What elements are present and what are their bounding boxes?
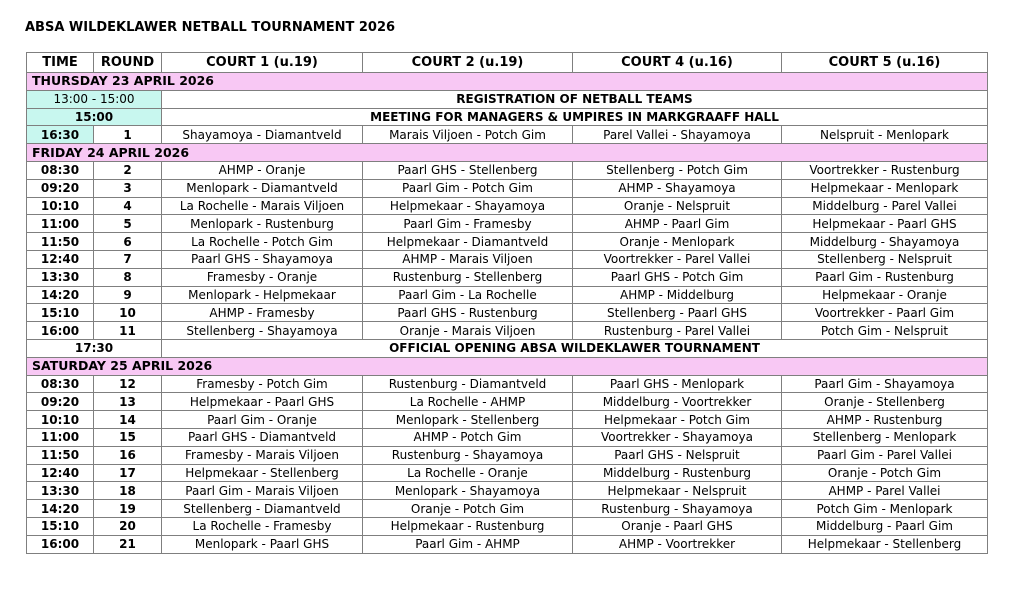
- match-round: 15: [94, 428, 162, 446]
- match-court-5: Voortrekker - Paarl Gim: [782, 304, 988, 322]
- match-court-2: Paarl Gim - Potch Gim: [363, 179, 573, 197]
- match-round: 9: [94, 286, 162, 304]
- day-row-thursday: [27, 73, 988, 91]
- match-court-1: AHMP - Framesby: [162, 304, 363, 322]
- table-row: [27, 322, 988, 340]
- table-row: [27, 482, 988, 500]
- event-text: OFFICIAL OPENING ABSA WILDEKLAWER TOURNAMENT: [162, 339, 988, 357]
- match-court-4: Stellenberg - Potch Gim: [573, 161, 782, 179]
- match-court-5: Nelspruit - Menlopark: [782, 126, 988, 144]
- match-round: 4: [94, 197, 162, 215]
- match-round: 20: [94, 517, 162, 535]
- match-court-4: AHMP - Voortrekker: [573, 535, 782, 553]
- match-court-5: Helpmekaar - Oranje: [782, 286, 988, 304]
- match-court-4: Oranje - Nelspruit: [573, 197, 782, 215]
- day-label: FRIDAY 24 APRIL 2026: [27, 144, 988, 162]
- table-row: [27, 268, 988, 286]
- table-row: [27, 500, 988, 518]
- match-time: 10:10: [27, 411, 94, 429]
- match-round: 8: [94, 268, 162, 286]
- match-time: 15:10: [27, 517, 94, 535]
- match-court-5: Stellenberg - Nelspruit: [782, 250, 988, 268]
- event-time: 15:00: [27, 108, 162, 126]
- match-court-5: Helpmekaar - Menlopark: [782, 179, 988, 197]
- event-text: REGISTRATION OF NETBALL TEAMS: [162, 90, 988, 108]
- header-court-1: COURT 1 (u.19): [162, 53, 363, 73]
- match-time: 12:40: [27, 464, 94, 482]
- match-round: 11: [94, 322, 162, 340]
- match-court-5: Potch Gim - Nelspruit: [782, 322, 988, 340]
- match-court-4: Paarl GHS - Nelspruit: [573, 446, 782, 464]
- match-time: 10:10: [27, 197, 94, 215]
- match-time: 09:20: [27, 179, 94, 197]
- event-row-opening: [27, 339, 988, 357]
- match-court-2: Paarl Gim - La Rochelle: [363, 286, 573, 304]
- table-row: [27, 375, 988, 393]
- header-round: ROUND: [94, 53, 162, 73]
- match-time: 08:30: [27, 375, 94, 393]
- match-round: 19: [94, 500, 162, 518]
- match-court-2: La Rochelle - Oranje: [363, 464, 573, 482]
- match-court-1: Paarl Gim - Marais Viljoen: [162, 482, 363, 500]
- table-row: [27, 250, 988, 268]
- match-court-2: Paarl GHS - Stellenberg: [363, 161, 573, 179]
- match-court-5: Helpmekaar - Stellenberg: [782, 535, 988, 553]
- match-court-2: Oranje - Potch Gim: [363, 500, 573, 518]
- match-court-4: Oranje - Paarl GHS: [573, 517, 782, 535]
- match-court-4: Paarl GHS - Potch Gim: [573, 268, 782, 286]
- match-time: 16:00: [27, 322, 94, 340]
- match-round: 6: [94, 233, 162, 251]
- match-court-2: Marais Viljoen - Potch Gim: [363, 126, 573, 144]
- match-court-5: Potch Gim - Menlopark: [782, 500, 988, 518]
- match-court-2: Helpmekaar - Shayamoya: [363, 197, 573, 215]
- match-court-1: Helpmekaar - Paarl GHS: [162, 393, 363, 411]
- table-row: [27, 197, 988, 215]
- match-time: 11:50: [27, 233, 94, 251]
- match-court-5: AHMP - Parel Vallei: [782, 482, 988, 500]
- match-round: 3: [94, 179, 162, 197]
- match-court-5: AHMP - Rustenburg: [782, 411, 988, 429]
- match-court-1: Framesby - Potch Gim: [162, 375, 363, 393]
- header-court-4: COURT 4 (u.16): [573, 53, 782, 73]
- match-court-1: Framesby - Oranje: [162, 268, 363, 286]
- match-round: 1: [94, 126, 162, 144]
- match-round: 21: [94, 535, 162, 553]
- match-court-5: Oranje - Potch Gim: [782, 464, 988, 482]
- header-court-2: COURT 2 (u.19): [363, 53, 573, 73]
- match-time: 11:50: [27, 446, 94, 464]
- event-time: 13:00 - 15:00: [27, 90, 162, 108]
- match-time: 14:20: [27, 286, 94, 304]
- match-time: 13:30: [27, 268, 94, 286]
- schedule-table: [26, 52, 988, 554]
- match-court-4: Stellenberg - Paarl GHS: [573, 304, 782, 322]
- table-row: [27, 215, 988, 233]
- day-row-friday: [27, 144, 988, 162]
- match-time: 11:00: [27, 215, 94, 233]
- match-court-2: Paarl GHS - Rustenburg: [363, 304, 573, 322]
- match-court-4: Rustenburg - Shayamoya: [573, 500, 782, 518]
- match-court-2: Paarl Gim - Framesby: [363, 215, 573, 233]
- match-round: 12: [94, 375, 162, 393]
- match-court-1: Framesby - Marais Viljoen: [162, 446, 363, 464]
- match-court-1: La Rochelle - Framesby: [162, 517, 363, 535]
- match-court-4: Helpmekaar - Potch Gim: [573, 411, 782, 429]
- match-round: 13: [94, 393, 162, 411]
- table-row: [27, 179, 988, 197]
- page-title: ABSA WILDEKLAWER NETBALL TOURNAMENT 2026: [25, 20, 396, 35]
- match-round: 7: [94, 250, 162, 268]
- event-time: 17:30: [27, 339, 162, 357]
- match-court-1: Paarl Gim - Oranje: [162, 411, 363, 429]
- table-row: [27, 233, 988, 251]
- day-row-saturday: [27, 357, 988, 375]
- match-round: 16: [94, 446, 162, 464]
- match-court-1: Helpmekaar - Stellenberg: [162, 464, 363, 482]
- match-time: 16:00: [27, 535, 94, 553]
- match-court-4: Middelburg - Voortrekker: [573, 393, 782, 411]
- match-court-4: Paarl GHS - Menlopark: [573, 375, 782, 393]
- match-court-2: Menlopark - Shayamoya: [363, 482, 573, 500]
- day-label: THURSDAY 23 APRIL 2026: [27, 73, 988, 91]
- match-time: 08:30: [27, 161, 94, 179]
- match-court-1: Menlopark - Rustenburg: [162, 215, 363, 233]
- table-row: [27, 304, 988, 322]
- match-court-5: Paarl Gim - Shayamoya: [782, 375, 988, 393]
- match-time: 09:20: [27, 393, 94, 411]
- table-row: [27, 517, 988, 535]
- match-court-4: AHMP - Paarl Gim: [573, 215, 782, 233]
- match-court-1: Menlopark - Diamantveld: [162, 179, 363, 197]
- match-court-4: Helpmekaar - Nelspruit: [573, 482, 782, 500]
- table-row: [27, 126, 988, 144]
- match-time: 16:30: [27, 126, 94, 144]
- match-court-2: Helpmekaar - Diamantveld: [363, 233, 573, 251]
- table-row: [27, 393, 988, 411]
- header-court-5: COURT 5 (u.16): [782, 53, 988, 73]
- match-court-1: Menlopark - Helpmekaar: [162, 286, 363, 304]
- table-row: [27, 446, 988, 464]
- match-court-4: Parel Vallei - Shayamoya: [573, 126, 782, 144]
- match-court-2: La Rochelle - AHMP: [363, 393, 573, 411]
- match-round: 10: [94, 304, 162, 322]
- match-court-2: AHMP - Marais Viljoen: [363, 250, 573, 268]
- match-court-2: AHMP - Potch Gim: [363, 428, 573, 446]
- match-time: 14:20: [27, 500, 94, 518]
- match-time: 13:30: [27, 482, 94, 500]
- match-court-1: Shayamoya - Diamantveld: [162, 126, 363, 144]
- event-text: MEETING FOR MANAGERS & UMPIRES IN MARKGRAAFF HALL: [162, 108, 988, 126]
- match-court-5: Paarl Gim - Parel Vallei: [782, 446, 988, 464]
- match-round: 5: [94, 215, 162, 233]
- table-row: [27, 161, 988, 179]
- match-court-1: La Rochelle - Marais Viljoen: [162, 197, 363, 215]
- match-court-2: Paarl Gim - AHMP: [363, 535, 573, 553]
- table-row: [27, 535, 988, 553]
- header-time: TIME: [27, 53, 94, 73]
- match-round: 14: [94, 411, 162, 429]
- match-court-4: AHMP - Shayamoya: [573, 179, 782, 197]
- match-court-4: Voortrekker - Shayamoya: [573, 428, 782, 446]
- match-time: 12:40: [27, 250, 94, 268]
- match-court-1: La Rochelle - Potch Gim: [162, 233, 363, 251]
- match-court-1: Paarl GHS - Diamantveld: [162, 428, 363, 446]
- match-court-1: Stellenberg - Shayamoya: [162, 322, 363, 340]
- match-court-2: Rustenburg - Diamantveld: [363, 375, 573, 393]
- match-court-5: Middelburg - Paarl Gim: [782, 517, 988, 535]
- match-court-4: Middelburg - Rustenburg: [573, 464, 782, 482]
- event-row-meeting: [27, 108, 988, 126]
- match-time: 15:10: [27, 304, 94, 322]
- match-court-2: Oranje - Marais Viljoen: [363, 322, 573, 340]
- header-row: [27, 53, 988, 73]
- match-court-4: Rustenburg - Parel Vallei: [573, 322, 782, 340]
- match-court-1: Stellenberg - Diamantveld: [162, 500, 363, 518]
- match-court-5: Middelburg - Parel Vallei: [782, 197, 988, 215]
- match-court-5: Helpmekaar - Paarl GHS: [782, 215, 988, 233]
- match-court-2: Rustenburg - Stellenberg: [363, 268, 573, 286]
- match-court-4: AHMP - Middelburg: [573, 286, 782, 304]
- match-court-1: AHMP - Oranje: [162, 161, 363, 179]
- table-row: [27, 464, 988, 482]
- match-court-5: Middelburg - Shayamoya: [782, 233, 988, 251]
- match-round: 17: [94, 464, 162, 482]
- match-court-4: Voortrekker - Parel Vallei: [573, 250, 782, 268]
- match-round: 18: [94, 482, 162, 500]
- match-court-1: Menlopark - Paarl GHS: [162, 535, 363, 553]
- match-court-5: Voortrekker - Rustenburg: [782, 161, 988, 179]
- event-row-registration: [27, 90, 988, 108]
- table-row: [27, 286, 988, 304]
- table-row: [27, 428, 988, 446]
- match-court-5: Oranje - Stellenberg: [782, 393, 988, 411]
- match-court-2: Helpmekaar - Rustenburg: [363, 517, 573, 535]
- match-court-4: Oranje - Menlopark: [573, 233, 782, 251]
- match-court-2: Menlopark - Stellenberg: [363, 411, 573, 429]
- day-label: SATURDAY 25 APRIL 2026: [27, 357, 988, 375]
- match-court-5: Stellenberg - Menlopark: [782, 428, 988, 446]
- match-court-2: Rustenburg - Shayamoya: [363, 446, 573, 464]
- match-court-5: Paarl Gim - Rustenburg: [782, 268, 988, 286]
- table-row: [27, 411, 988, 429]
- match-round: 2: [94, 161, 162, 179]
- match-court-1: Paarl GHS - Shayamoya: [162, 250, 363, 268]
- match-time: 11:00: [27, 428, 94, 446]
